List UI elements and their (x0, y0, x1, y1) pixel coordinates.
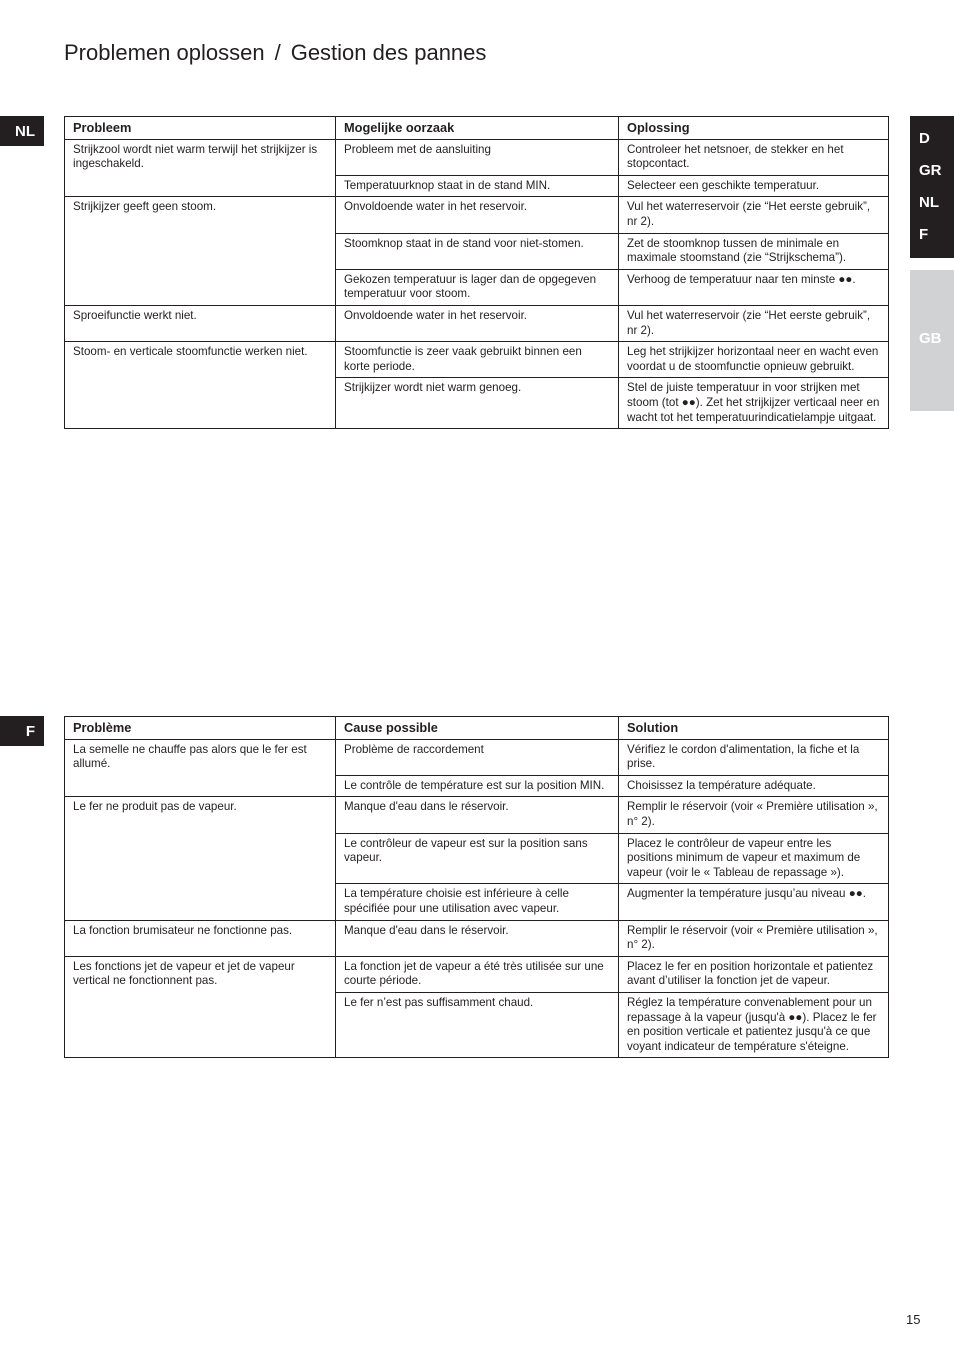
table-row (65, 342, 889, 378)
cause-cell: Temperatuurknop staat in de stand MIN. (336, 175, 619, 197)
solution-cell: Augmenter la température jusqu’au niveau ●●. (619, 884, 889, 920)
cause-cell: Onvoldoende water in het reservoir. (336, 305, 619, 341)
solution-cell: Vul het waterreservoir (zie “Het eerste gebruik”, nr 2). (619, 305, 889, 341)
side-index-item-nl: NL (919, 194, 939, 211)
side-index-item-f: F (919, 226, 929, 243)
page-title-nl: Problemen oplossen (64, 40, 265, 65)
cause-cell: La fonction jet de vapeur a été très utilisée sur une courte période. (336, 956, 619, 992)
table-header-row (65, 717, 889, 740)
solution-cell: Choisissez la température adéquate. (619, 775, 889, 797)
solution-cell: Selecteer een geschikte temperatuur. (619, 175, 889, 197)
problem-cell: Strijkijzer geeft geen stoom. (65, 197, 336, 306)
problem-cell: Strijkzool wordt niet warm terwijl het strijkijzer is ingeschakeld. (65, 139, 336, 197)
problem-cell: La fonction brumisateur ne fonctionne pas. (65, 920, 336, 956)
header-solution: Oplossing (619, 117, 889, 140)
fr-troubleshooting-table (64, 716, 889, 1058)
side-index-item-gr: GR (919, 162, 942, 179)
cause-cell: Problème de raccordement (336, 739, 619, 775)
solution-cell: Remplir le réservoir (voir « Première utilisation », n° 2). (619, 920, 889, 956)
solution-cell: Placez le contrôleur de vapeur entre les positions minimum de vapeur et maximum de vapeur (voir le « Tableau de repassage »). (619, 833, 889, 884)
problem-cell: Sproeifunctie werkt niet. (65, 305, 336, 341)
header-problem: Probleem (65, 117, 336, 140)
problem-cell: Le fer ne produit pas de vapeur. (65, 797, 336, 920)
header-problem: Problème (65, 717, 336, 740)
solution-cell: Remplir le réservoir (voir « Première utilisation », n° 2). (619, 797, 889, 833)
table-row (65, 305, 889, 341)
header-solution: Solution (619, 717, 889, 740)
solution-cell: Réglez la température convenablement pour un repassage à la vapeur (jusqu'à ●●). Placez le fer en position verticale et patientez jusqu'à ce que voyant indicateur de température s'éteigne. (619, 992, 889, 1057)
solution-cell: Leg het strijkijzer horizontaal neer en wacht even voordat u de stoomfunctie opnieuw gebruikt. (619, 342, 889, 378)
language-tab-f: F (0, 716, 44, 746)
cause-cell: Gekozen temperatuur is lager dan de opgegeven temperatuur voor stoom. (336, 269, 619, 305)
cause-cell: Le contrôle de température est sur la position MIN. (336, 775, 619, 797)
table-row (65, 920, 889, 956)
side-language-index (910, 116, 954, 258)
header-cause: Cause possible (336, 717, 619, 740)
table-row (65, 139, 889, 175)
solution-cell: Zet de stoomknop tussen de minimale en maximale stoomstand (zie “Strijkschema”). (619, 233, 889, 269)
solution-cell: Placez le fer en position horizontale et patientez avant d’utiliser la fonction jet de vapeur. (619, 956, 889, 992)
problem-cell: La semelle ne chauffe pas alors que le fer est allumé. (65, 739, 336, 797)
problem-cell: Les fonctions jet de vapeur et jet de vapeur vertical ne fonctionnent pas. (65, 956, 336, 1058)
cause-cell: Le fer n’est pas suffisamment chaud. (336, 992, 619, 1057)
cause-cell: Stoomfunctie is zeer vaak gebruikt binnen een korte periode. (336, 342, 619, 378)
page-title-fr: Gestion des pannes (290, 40, 487, 65)
solution-cell: Vul het waterreservoir (zie “Het eerste gebruik”, nr 2). (619, 197, 889, 233)
title-separator: / (274, 40, 281, 65)
cause-cell: Manque d'eau dans le réservoir. (336, 920, 619, 956)
cause-cell: Manque d'eau dans le réservoir. (336, 797, 619, 833)
cause-cell: Stoomknop staat in de stand voor niet-stomen. (336, 233, 619, 269)
cause-cell: Strijkijzer wordt niet warm genoeg. (336, 378, 619, 429)
solution-cell: Vérifiez le cordon d'alimentation, la fiche et la prise. (619, 739, 889, 775)
table-row (65, 197, 889, 233)
nl-troubleshooting-table (64, 116, 889, 429)
solution-cell: Stel de juiste temperatuur in voor strijken met stoom (tot ●●). Zet het strijkijzer verticaal neer en wacht tot het temperatuurindicatielampje uitgaat. (619, 378, 889, 429)
cause-cell: La température choisie est inférieure à celle spécifiée pour une utilisation avec vapeur. (336, 884, 619, 920)
table-header-row (65, 117, 889, 140)
table-row (65, 797, 889, 833)
cause-cell: Probleem met de aansluiting (336, 139, 619, 175)
page-title (64, 40, 486, 66)
page-number: 15 (906, 1312, 921, 1327)
problem-cell: Stoom- en verticale stoomfunctie werken niet. (65, 342, 336, 429)
side-index-item-gb: GB (910, 270, 954, 411)
solution-cell: Verhoog de temperatuur naar ten minste ●●. (619, 269, 889, 305)
header-cause: Mogelijke oorzaak (336, 117, 619, 140)
table-row (65, 739, 889, 775)
side-index-item-d: D (919, 130, 930, 147)
table-row (65, 956, 889, 992)
cause-cell: Onvoldoende water in het reservoir. (336, 197, 619, 233)
language-tab-nl: NL (0, 116, 44, 146)
cause-cell: Le contrôleur de vapeur est sur la position sans vapeur. (336, 833, 619, 884)
solution-cell: Controleer het netsnoer, de stekker en het stopcontact. (619, 139, 889, 175)
